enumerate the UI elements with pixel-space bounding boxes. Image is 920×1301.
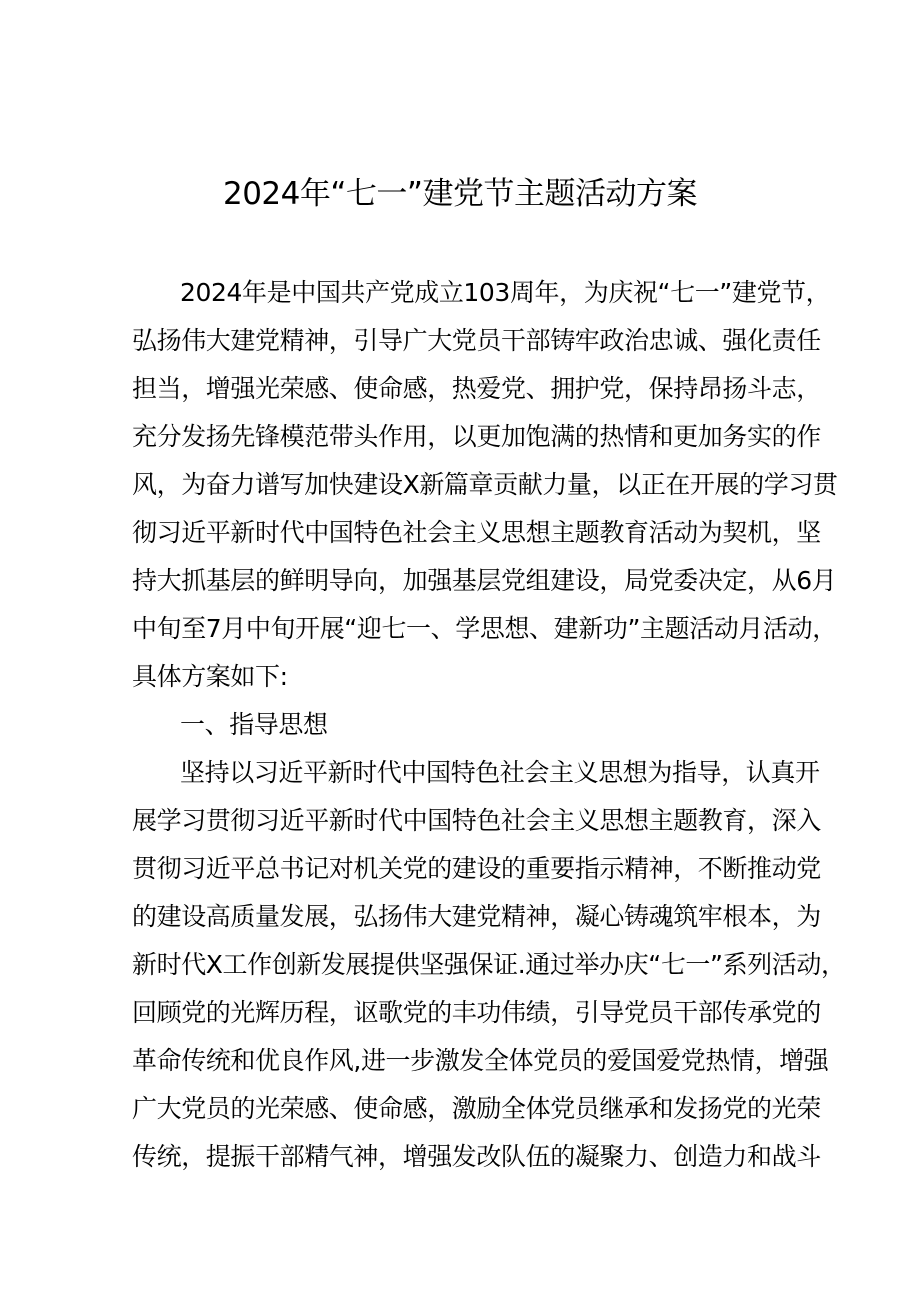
paragraph-2-line: 贯彻习近平总书记对机关党的建设的重要指示精神，不断推动党 [132,854,821,883]
paragraph-2-line: 新时代X工作创新发展提供坚强保证.通过举办庆“七一”系列活动， [132,950,846,979]
paragraph-2-line: 革命传统和优良作风,进一步激发全体党员的爱国爱党热情，增强 [132,1046,829,1075]
paragraph-2-line: 传统，提振干部精气神，增强发改队伍的凝聚力、创造力和战斗 [132,1142,821,1171]
paragraph-2-line: 展学习贯彻习近平新时代中国特色社会主义思想主题教育，深入 [132,806,821,835]
paragraph-2-line: 坚持以习近平新时代中国特色社会主义思想为指导，认真开 [180,758,820,787]
section-heading: 一、指导思想 [180,710,328,739]
paragraph-2-line: 广大党员的光荣感、使命感，激励全体党员继承和发扬党的光荣 [132,1094,821,1123]
paragraph-2-line: 回顾党的光辉历程，讴歌党的丰功伟绩，引导党员干部传承党的 [132,998,821,1027]
paragraph-1-line: 具体方案如下: [132,662,288,691]
paragraph-2-line: 的建设高质量发展，弘扬伟大建党精神，凝心铸魂筑牢根本，为 [132,902,821,931]
paragraph-1-line: 2024年是中国共产党成立103周年，为庆祝“七一”建党节， [180,278,831,307]
paragraph-1-line: 中旬至7月中旬开展“迎七一、学思想、建新功”主题活动月活动， [132,614,837,643]
paragraph-1-line: 担当，增强光荣感、使命感，热爱党、拥护党，保持昂扬斗志， [132,374,821,403]
paragraph-1-line: 风，为奋力谱写加快建设X新篇章贡献力量，以正在开展的学习贯 [132,470,838,499]
paragraph-1-line: 持大抓基层的鲜明导向，加强基层党组建设，局党委决定，从6月 [132,566,837,595]
paragraph-1-line: 彻习近平新时代中国特色社会主义思想主题教育活动为契机，坚 [132,518,821,547]
paragraph-1-line: 弘扬伟大建党精神，引导广大党员干部铸牢政治忠诚、强化责任 [132,326,821,355]
paragraph-1-line: 充分发扬先锋模范带头作用，以更加饱满的热情和更加务实的作 [132,422,821,451]
document-title: 2024年“七一”建党节主题活动方案 [222,176,697,212]
